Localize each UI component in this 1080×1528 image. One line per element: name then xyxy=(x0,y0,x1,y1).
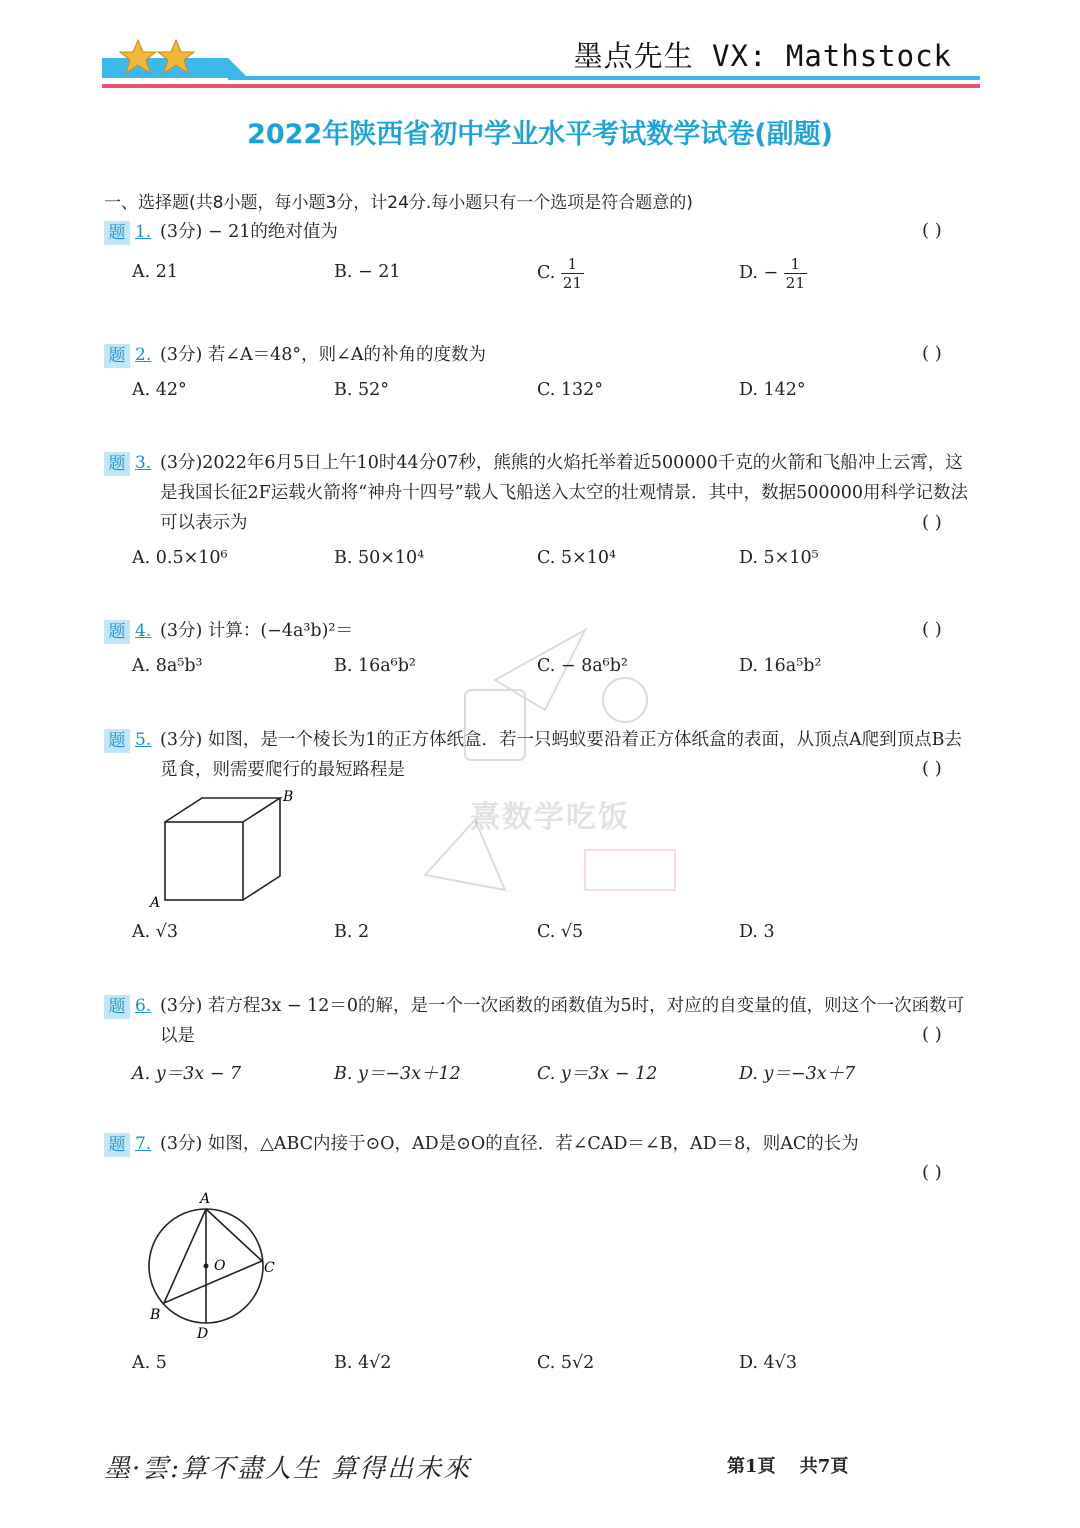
option-a: A. 42° xyxy=(132,380,187,400)
option-a: A. 8a⁵b³ xyxy=(132,656,203,676)
question-tag: 题 xyxy=(104,1133,130,1157)
question-text: (3分) 若方程3x − 12＝0的解，是一个一次函数的函数值为5时，对应的自变量的值，则这个一次函数可以是 xyxy=(160,996,965,1046)
question-number: 3. xyxy=(135,453,152,473)
cube-side-face xyxy=(243,798,280,900)
question-tag: 题 xyxy=(104,221,130,245)
option-a: A. 5 xyxy=(132,1353,167,1373)
answer-bracket: ( ) xyxy=(922,1162,942,1183)
question-number: 4. xyxy=(135,621,152,641)
option-b: B. − 21 xyxy=(334,262,401,282)
option-d: D. 3 xyxy=(739,922,775,942)
triangle-abc xyxy=(164,1209,262,1303)
answer-bracket: ( ) xyxy=(922,758,942,779)
option-b: B. 50×10⁴ xyxy=(334,548,425,568)
option-d: D. y＝−3x＋7 xyxy=(739,1064,856,1084)
point-label-d: D xyxy=(197,1326,209,1342)
header-blue-line xyxy=(228,76,980,80)
option-c: C. 5√2 xyxy=(537,1353,595,1373)
fraction-numerator: 1 xyxy=(561,255,584,274)
question-tag: 题 xyxy=(104,995,130,1019)
option-c-label: C. xyxy=(537,263,561,283)
option-b: B. 2 xyxy=(334,922,370,942)
fraction xyxy=(561,255,584,292)
point-label-a: A xyxy=(200,1191,211,1207)
question-number: 7. xyxy=(135,1134,152,1154)
option-c: C. y＝3x − 12 xyxy=(537,1064,658,1084)
option-d: D. 5×10⁵ xyxy=(739,548,819,568)
vertex-label-a: A xyxy=(150,895,161,911)
cube-figure xyxy=(140,786,310,916)
question-text: (3分) 若∠A＝48°，则∠A的补角的度数为 xyxy=(160,345,486,365)
question-tag: 题 xyxy=(104,729,130,753)
answer-bracket: ( ) xyxy=(922,343,942,364)
question-text: (3分) 计算：(−4a³b)²＝ xyxy=(160,621,353,641)
header-pink-line xyxy=(102,84,980,88)
point-label-c: C xyxy=(264,1260,275,1276)
option-b: B. 4√2 xyxy=(334,1353,392,1373)
option-d: D. 4√3 xyxy=(739,1353,797,1373)
cube-front-face xyxy=(165,822,243,900)
answer-bracket: ( ) xyxy=(922,619,942,640)
question-tag: 题 xyxy=(104,452,130,476)
option-c: C. √5 xyxy=(537,922,584,942)
option-d xyxy=(739,255,807,292)
circle-figure xyxy=(140,1188,290,1348)
fraction xyxy=(784,255,807,292)
vertex-label-b: B xyxy=(283,789,294,805)
question-number: 6. xyxy=(135,996,152,1016)
option-b: B. 52° xyxy=(334,380,390,400)
option-d: D. 142° xyxy=(739,380,806,400)
option-d: D. 16a⁵b² xyxy=(739,656,822,676)
question-text: (3分)2022年6月5日上午10时44分07秒，熊熊的火焰托举着近500000千克的火箭和飞船冲上云霄，这是我国长征2F运载火箭将“神舟十四号”载人飞船送入太空的壮观情景．其中，数据500000用科学记数法可以表示为 xyxy=(160,453,968,533)
point-label-b: B xyxy=(150,1307,161,1323)
option-c: C. 5×10⁴ xyxy=(537,548,616,568)
section-heading: 一、选择题(共8小题，每小题3分，计24分.每小题只有一个选项是符合题意的) xyxy=(104,193,693,213)
question-text: (3分) 如图，是一个棱长为1的正方体纸盒．若一只蚂蚁要沿着正方体纸盒的表面，从顶点A爬到顶点B去觅食，则需要爬行的最短路程是 xyxy=(160,730,962,780)
header xyxy=(0,0,1080,100)
option-b: B. y＝−3x＋12 xyxy=(334,1064,461,1084)
option-a: A. 0.5×10⁶ xyxy=(132,548,228,568)
answer-bracket: ( ) xyxy=(922,1024,942,1045)
answer-bracket: ( ) xyxy=(922,512,942,533)
header-brand: 墨点先生 VX: Mathstock xyxy=(573,39,952,73)
center-point xyxy=(204,1264,209,1269)
option-d-label: D. − xyxy=(739,263,779,283)
question-text: (3分) 如图，△ABC内接于⊙O，AD是⊙O的直径．若∠CAD＝∠B，AD＝8，则AC的长为 xyxy=(160,1134,859,1154)
option-c: C. 132° xyxy=(537,380,604,400)
question-number: 1. xyxy=(135,222,152,242)
watermark-text: 熹数学吃饭 xyxy=(470,800,630,835)
option-c: C. − 8a⁶b² xyxy=(537,656,628,676)
page-number: 第1頁 共7頁 xyxy=(727,1456,849,1477)
fraction-denominator: 21 xyxy=(785,274,805,292)
question-number: 5. xyxy=(135,730,152,750)
fraction-numerator: 1 xyxy=(784,255,807,274)
option-a: A. 21 xyxy=(132,262,179,282)
option-c xyxy=(537,255,584,292)
option-b: B. 16a⁶b² xyxy=(334,656,416,676)
answer-bracket: ( ) xyxy=(922,220,942,241)
point-label-o: O xyxy=(214,1258,226,1274)
page-title: 2022年陕西省初中学业水平考试数学试卷(副题) xyxy=(247,119,833,150)
question-tag: 题 xyxy=(104,620,130,644)
option-a: A. y＝3x − 7 xyxy=(132,1064,242,1084)
footer-motto: 墨·雲:算不盡人生 算得出未來 xyxy=(104,1454,472,1484)
option-a: A. √3 xyxy=(132,922,179,942)
cube-top-face xyxy=(165,798,280,822)
question-tag: 题 xyxy=(104,344,130,368)
fraction-denominator: 21 xyxy=(562,274,582,292)
question-number: 2. xyxy=(135,345,152,365)
question-text: (3分) − 21的绝对值为 xyxy=(160,222,338,242)
